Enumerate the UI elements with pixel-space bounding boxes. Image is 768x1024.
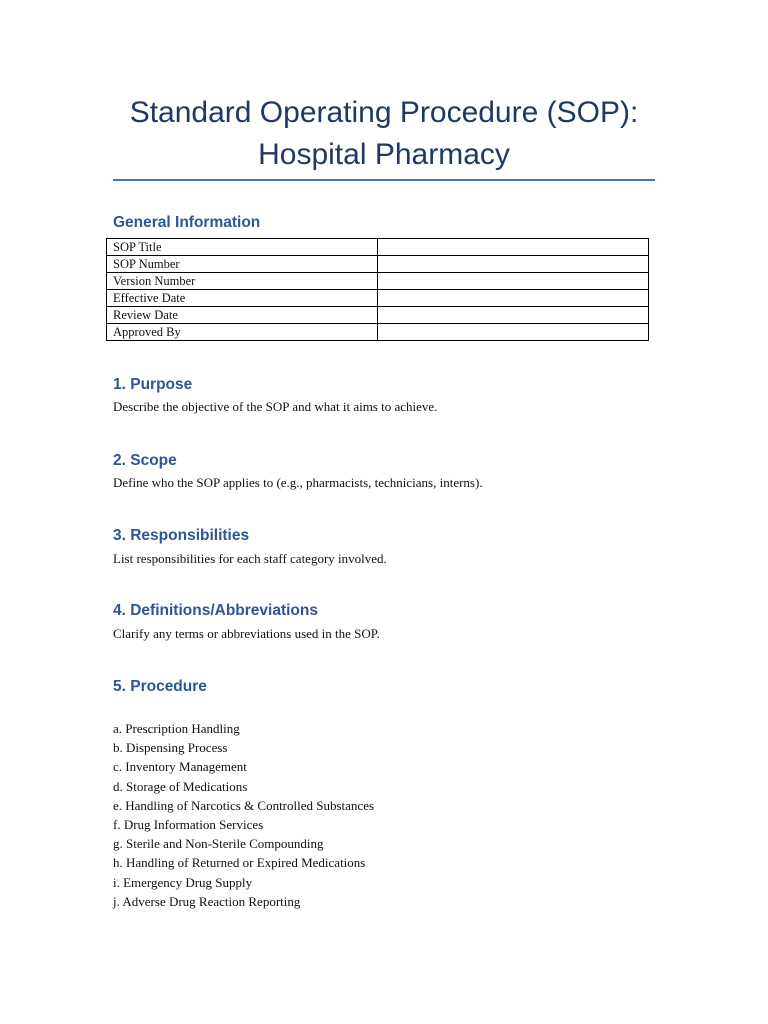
sop-title-label: SOP Title [107, 239, 378, 256]
general-information-table [106, 238, 649, 341]
list-item: b. Dispensing Process [113, 740, 228, 756]
purpose-text: Describe the objective of the SOP and what it aims to achieve. [113, 399, 438, 414]
document-title-line-1: Standard Operating Procedure (SOP): [129, 96, 639, 129]
table-row [107, 239, 649, 256]
table-row [107, 256, 649, 273]
scope-heading: 2. Scope [113, 452, 177, 469]
title-divider [113, 179, 655, 181]
responsibilities-heading: 3. Responsibilities [113, 527, 250, 544]
version-number-label: Version Number [107, 273, 378, 290]
table-row [107, 273, 649, 290]
approved-by-value[interactable] [378, 324, 649, 341]
sop-number-label: SOP Number [107, 256, 378, 273]
document-title [0, 92, 768, 176]
definitions-text: Clarify any terms or abbreviations used in the SOP. [113, 626, 380, 641]
list-item: e. Handling of Narcotics & Controlled Substances [113, 797, 375, 813]
table-row [107, 290, 649, 307]
list-item: c. Inventory Management [113, 759, 247, 775]
list-item: a. Prescription Handling [113, 721, 240, 736]
procedure-heading: 5. Procedure [113, 678, 207, 695]
review-date-value[interactable] [378, 307, 649, 324]
responsibilities-text: List responsibilities for each staff category involved. [113, 551, 387, 566]
list-item: d. Storage of Medications [113, 778, 248, 794]
sop-title-value[interactable] [378, 239, 649, 256]
purpose-heading: 1. Purpose [113, 376, 193, 393]
list-item: j. Adverse Drug Reaction Reporting [113, 893, 301, 909]
general-information-heading: General Information [113, 214, 261, 231]
effective-date-value[interactable] [378, 290, 649, 307]
sop-number-value[interactable] [378, 256, 649, 273]
version-number-value[interactable] [378, 273, 649, 290]
review-date-label: Review Date [107, 307, 378, 324]
definitions-heading: 4. Definitions/Abbreviations [113, 602, 318, 619]
list-item: g. Sterile and Non-Sterile Compounding [113, 836, 324, 852]
approved-by-label: Approved By [107, 324, 378, 341]
table-row [107, 324, 649, 341]
list-item: h. Handling of Returned or Expired Medications [113, 855, 366, 871]
document-title-line-2: Hospital Pharmacy [258, 138, 510, 171]
scope-text: Define who the SOP applies to (e.g., pharmacists, technicians, interns). [113, 475, 483, 490]
procedure-list [113, 719, 374, 911]
list-item: f. Drug Information Services [113, 817, 264, 833]
effective-date-label: Effective Date [107, 290, 378, 307]
list-item: i. Emergency Drug Supply [113, 874, 253, 890]
table-row [107, 307, 649, 324]
